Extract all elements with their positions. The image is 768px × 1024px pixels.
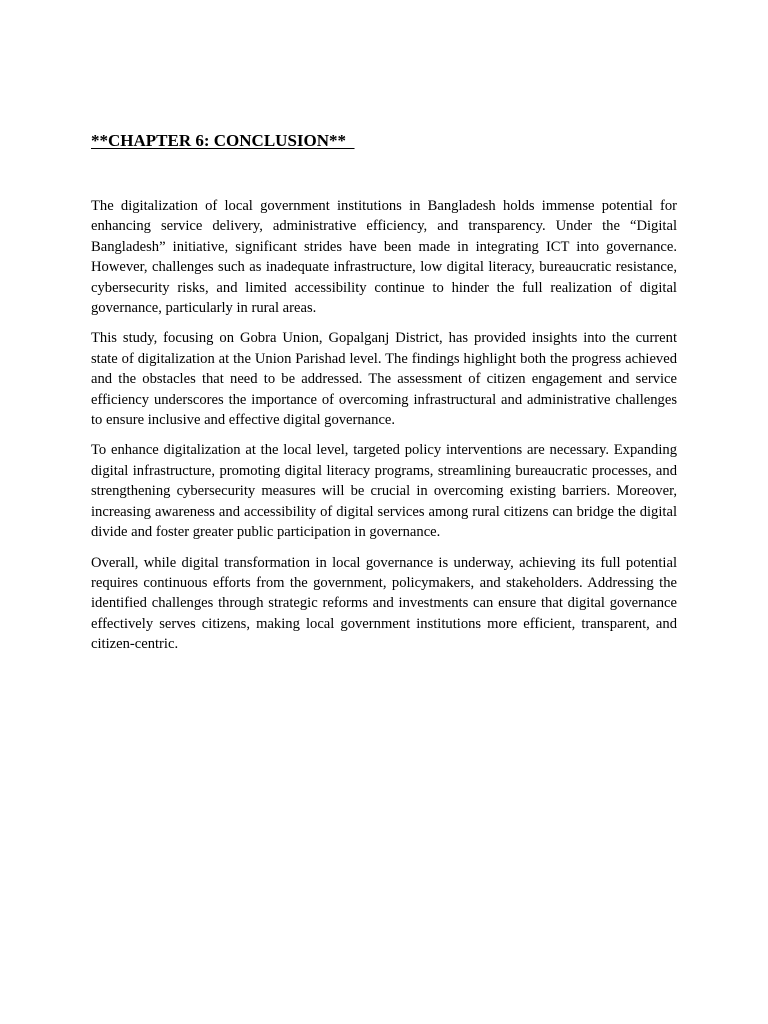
page-content — [91, 130, 677, 665]
paragraph-4: Overall, while digital transformation in local governance is underway, achieving its full potential requires continuous efforts from the government, policymakers, and stakeholders. Addressing the identified challenges through strategic reforms and investments can ensure that digital governance effectively serves citizens, making local government institutions more efficient, transparent, and citizen-centric. — [91, 554, 677, 653]
paragraph-2: This study, focusing on Gobra Union, Gopalganj District, has provided insights into the current state of digitalization at the Union Parishad level. The findings highlight both the progress achieved and the obstacles that need to be addressed. The assessment of citizen engagement and service efficiency underscores the importance of overcoming infrastructural and administrative challenges to ensure inclusive and effective digital governance. — [91, 330, 677, 429]
paragraph-3: To enhance digitalization at the local level, targeted policy interventions are necessary. Expanding digital infrastructure, promoting digital literacy programs, streamlining bureaucratic processes, and strengthening cybersecurity measures will be crucial in overcoming existing barriers. Moreover, increasing awareness and accessibility of digital services among rural citizens can bridge the digital divide and foster greater public participation in governance. — [91, 442, 677, 541]
paragraph-1: The digitalization of local government institutions in Bangladesh holds immense potential for enhancing service delivery, administrative efficiency, and transparency. Under the “Digital Bangladesh” initiative, significant strides have been made in integrating ICT into governance. However, challenges such as inadequate infrastructure, low digital literacy, bureaucratic resistance, cybersecurity risks, and limited accessibility continue to hinder the full realization of digital governance, particularly in rural areas. — [91, 198, 677, 317]
chapter-title: **CHAPTER 6: CONCLUSION** — [91, 131, 355, 150]
